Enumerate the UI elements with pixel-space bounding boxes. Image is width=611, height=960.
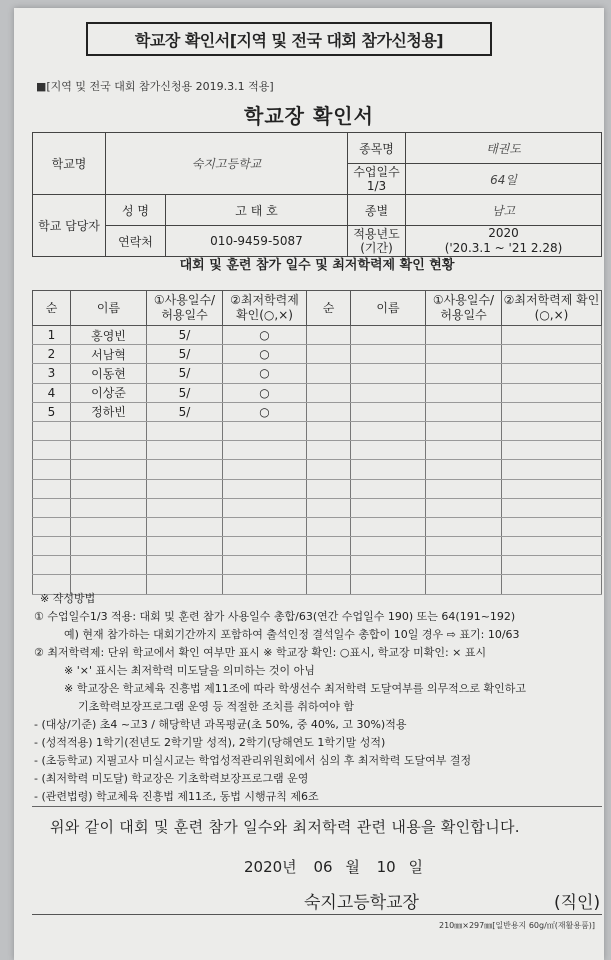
academic-check: ○ bbox=[223, 402, 307, 421]
student-name: 홍영빈 bbox=[71, 326, 147, 345]
row-number: 5 bbox=[33, 402, 71, 421]
student-name-2 bbox=[351, 498, 426, 517]
row-number-2 bbox=[307, 441, 351, 460]
row-number bbox=[33, 441, 71, 460]
note-1: ① 수업일수1/3 적용: 대회 및 훈련 참가 사용일수 총합/63(연간 수업일수 190) 또는 64(191~192) bbox=[34, 610, 516, 623]
date-month-unit: 월 bbox=[345, 858, 360, 876]
student-name: 이동현 bbox=[71, 364, 147, 383]
academic-check-2 bbox=[502, 517, 602, 536]
student-name bbox=[71, 556, 147, 575]
table-row bbox=[33, 345, 602, 364]
academic-check bbox=[223, 556, 307, 575]
col-header-check-2: ②최저학력제 확인(○,×) bbox=[502, 291, 602, 326]
academic-check bbox=[223, 498, 307, 517]
academic-check: ○ bbox=[223, 326, 307, 345]
academic-check-2 bbox=[502, 345, 602, 364]
table-row bbox=[33, 460, 602, 479]
name-label: 성 명 bbox=[106, 195, 166, 226]
academic-check-2 bbox=[502, 498, 602, 517]
student-name bbox=[71, 460, 147, 479]
days-used-2 bbox=[426, 479, 502, 498]
table-row bbox=[33, 498, 602, 517]
participation-table bbox=[32, 290, 602, 595]
row-number bbox=[33, 479, 71, 498]
table-row bbox=[33, 402, 602, 421]
sport-label: 종목명 bbox=[348, 133, 406, 164]
row-number-2 bbox=[307, 364, 351, 383]
row-number: 4 bbox=[33, 383, 71, 402]
date-day: 10 bbox=[376, 858, 396, 876]
col-header-days-2: ①사용일수/ 허용일수 bbox=[426, 291, 502, 326]
academic-check bbox=[223, 479, 307, 498]
student-name: 서남혁 bbox=[71, 345, 147, 364]
col-header-name-2: 이름 bbox=[351, 291, 426, 326]
period-label: 적용년도 (기간) bbox=[348, 226, 406, 257]
note-1-example: 예) 현재 참가하는 대회기간까지 포함하여 출석인정 결석일수 총합이 10일 경우 ⇨ 표기: 10/63 bbox=[64, 628, 520, 641]
row-number-2 bbox=[307, 479, 351, 498]
row-number-2 bbox=[307, 345, 351, 364]
academic-check: ○ bbox=[223, 364, 307, 383]
row-number-2 bbox=[307, 537, 351, 556]
academic-check-2 bbox=[502, 537, 602, 556]
days-used-2 bbox=[426, 383, 502, 402]
days-used-2 bbox=[426, 402, 502, 421]
academic-check-2 bbox=[502, 421, 602, 440]
row-number bbox=[33, 537, 71, 556]
academic-check bbox=[223, 421, 307, 440]
note-4: ※ 학교장은 학교체육 진흥법 제11조에 따라 학생선수 최저학력 도달여부를 의무적으로 확인하고 bbox=[64, 682, 526, 695]
student-name-2 bbox=[351, 537, 426, 556]
academic-check-2 bbox=[502, 479, 602, 498]
writing-instructions bbox=[34, 590, 600, 806]
table-row bbox=[33, 326, 602, 345]
student-name: 이상준 bbox=[71, 383, 147, 402]
note-5: - (대상/기준) 초4 ~고3 / 해당학년 과목평균(초 50%, 중 40%, 고 30%)적용 bbox=[34, 718, 407, 731]
student-name-2 bbox=[351, 421, 426, 440]
participation-table-body bbox=[33, 326, 602, 595]
school-name-value: 숙지고등학교 bbox=[106, 133, 348, 195]
confirmation-statement: 위와 같이 대회 및 훈련 참가 일수와 최저학력 관련 내용을 확인합니다. bbox=[50, 818, 520, 836]
student-name bbox=[71, 517, 147, 536]
academic-check-2 bbox=[502, 402, 602, 421]
student-name-2 bbox=[351, 517, 426, 536]
row-number-2 bbox=[307, 421, 351, 440]
student-name-2 bbox=[351, 441, 426, 460]
student-name-2 bbox=[351, 326, 426, 345]
days-used: 5/ bbox=[147, 345, 223, 364]
participation-status-title: 대회 및 훈련 참가 일수 및 최저학력제 확인 현황 bbox=[179, 258, 455, 273]
date-day-unit: 일 bbox=[408, 858, 423, 876]
days-used: 5/ bbox=[147, 383, 223, 402]
days-used-2 bbox=[426, 441, 502, 460]
row-number bbox=[33, 421, 71, 440]
student-name: 정하빈 bbox=[71, 402, 147, 421]
academic-check-2 bbox=[502, 441, 602, 460]
row-number: 2 bbox=[33, 345, 71, 364]
days-used bbox=[147, 460, 223, 479]
days-used bbox=[147, 479, 223, 498]
academic-check: ○ bbox=[223, 383, 307, 402]
days-used bbox=[147, 517, 223, 536]
table-row bbox=[33, 556, 602, 575]
student-name-2 bbox=[351, 383, 426, 402]
row-number-2 bbox=[307, 460, 351, 479]
document-header-box: 학교장 확인서[지역 및 전국 대회 참가신청용] bbox=[86, 22, 492, 56]
student-name bbox=[71, 421, 147, 440]
student-name bbox=[71, 479, 147, 498]
row-number bbox=[33, 517, 71, 536]
academic-check bbox=[223, 517, 307, 536]
days-used-2 bbox=[426, 421, 502, 440]
days-used-2 bbox=[426, 345, 502, 364]
days-used-2 bbox=[426, 556, 502, 575]
academic-check: ○ bbox=[223, 345, 307, 364]
school-info-table bbox=[32, 132, 602, 257]
days-used-2 bbox=[426, 537, 502, 556]
row-number-2 bbox=[307, 517, 351, 536]
col-header-no-2: 순 bbox=[307, 291, 351, 326]
period-year: 2020 bbox=[488, 226, 519, 240]
notes-heading: ※ 작성방법 bbox=[40, 592, 96, 605]
days-used bbox=[147, 537, 223, 556]
days-used-2 bbox=[426, 460, 502, 479]
student-name-2 bbox=[351, 460, 426, 479]
issue-date bbox=[244, 856, 423, 877]
row-number bbox=[33, 460, 71, 479]
class-days-value: 64일 bbox=[406, 164, 602, 195]
table-row bbox=[33, 479, 602, 498]
note-3: ※ '×' 표시는 최저학력 미도달을 의미하는 것이 아님 bbox=[64, 664, 315, 677]
row-number-2 bbox=[307, 556, 351, 575]
note-7: - (초등학교) 지필고사 미실시교는 학업성적관리위원회에서 심의 후 최저학력 도달여부 결정 bbox=[34, 754, 472, 767]
days-used bbox=[147, 441, 223, 460]
table-row bbox=[33, 383, 602, 402]
footer-divider bbox=[32, 914, 602, 915]
divider bbox=[32, 806, 602, 807]
row-number: 3 bbox=[33, 364, 71, 383]
days-used-2 bbox=[426, 364, 502, 383]
row-number: 1 bbox=[33, 326, 71, 345]
note-6: - (성적적용) 1학기(전년도 2학기말 성적), 2학기(당해연도 1학기말 성적) bbox=[34, 736, 386, 749]
class-days-label: 수업일수 1/3 bbox=[348, 164, 406, 195]
student-name bbox=[71, 498, 147, 517]
principal-signature-name: 숙지고등학교장 bbox=[304, 893, 419, 913]
academic-check bbox=[223, 460, 307, 479]
note-2: ② 최저학력제: 단위 학교에서 확인 여부만 표시 ※ 학교장 확인: ○표시, 학교장 미확인: × 표시 bbox=[34, 646, 487, 659]
date-year: 2020년 bbox=[244, 858, 297, 876]
phone-value: 010-9459-5087 bbox=[166, 226, 348, 257]
student-name bbox=[71, 537, 147, 556]
col-header-no: 순 bbox=[33, 291, 71, 326]
days-used: 5/ bbox=[147, 364, 223, 383]
student-name-2 bbox=[351, 479, 426, 498]
days-used-2 bbox=[426, 326, 502, 345]
page-title: 학교장 확인서 bbox=[244, 104, 374, 128]
student-name-2 bbox=[351, 345, 426, 364]
days-used bbox=[147, 498, 223, 517]
row-number-2 bbox=[307, 402, 351, 421]
days-used: 5/ bbox=[147, 402, 223, 421]
days-used-2 bbox=[426, 517, 502, 536]
form-subtitle: ■[지역 및 전국 대회 참가신청용 2019.3.1 적용] bbox=[36, 80, 274, 93]
table-row bbox=[33, 517, 602, 536]
col-header-days: ①사용일수/ 허용일수 bbox=[147, 291, 223, 326]
period-value bbox=[406, 226, 602, 257]
table-row bbox=[33, 537, 602, 556]
note-4-cont: 기초학력보장프로그램 운영 등 적절한 조치를 취하여야 함 bbox=[78, 700, 355, 713]
academic-check bbox=[223, 537, 307, 556]
row-number-2 bbox=[307, 383, 351, 402]
academic-check-2 bbox=[502, 326, 602, 345]
academic-check bbox=[223, 441, 307, 460]
note-9: - (관련법령) 학교체육 진흥법 제11조, 동법 시행규칙 제6조 bbox=[34, 790, 319, 803]
col-header-name: 이름 bbox=[71, 291, 147, 326]
academic-check-2 bbox=[502, 364, 602, 383]
gender-value: 남고 bbox=[406, 195, 602, 226]
academic-check-2 bbox=[502, 383, 602, 402]
student-name bbox=[71, 441, 147, 460]
academic-check-2 bbox=[502, 460, 602, 479]
academic-check-2 bbox=[502, 556, 602, 575]
gender-label: 종별 bbox=[348, 195, 406, 226]
days-used-2 bbox=[426, 498, 502, 517]
row-number-2 bbox=[307, 498, 351, 517]
col-header-check: ②최저학력제 확인(○,×) bbox=[223, 291, 307, 326]
days-used bbox=[147, 556, 223, 575]
phone-label: 연락처 bbox=[106, 226, 166, 257]
row-number-2 bbox=[307, 326, 351, 345]
note-8: - (최저학력 미도달) 학교장은 기초학력보장프로그램 운영 bbox=[34, 772, 309, 785]
row-number bbox=[33, 498, 71, 517]
contact-person-label: 학교 담당자 bbox=[33, 195, 106, 257]
table-row bbox=[33, 364, 602, 383]
period-range: ('20.3.1 ~ '21 2.28) bbox=[444, 241, 563, 255]
row-number bbox=[33, 556, 71, 575]
school-name-label: 학교명 bbox=[33, 133, 106, 195]
days-used: 5/ bbox=[147, 326, 223, 345]
table-row bbox=[33, 421, 602, 440]
table-row bbox=[33, 441, 602, 460]
name-value: 고 태 호 bbox=[166, 195, 348, 226]
paper-spec-footer: 210㎜×297㎜[일반용지 60g/㎡(재활용품)] bbox=[439, 921, 596, 930]
official-seal-label: (직인) bbox=[554, 893, 601, 913]
student-name-2 bbox=[351, 364, 426, 383]
date-month: 06 bbox=[313, 858, 333, 876]
sport-value: 태권도 bbox=[406, 133, 602, 164]
student-name-2 bbox=[351, 556, 426, 575]
document-page bbox=[14, 8, 604, 960]
student-name-2 bbox=[351, 402, 426, 421]
days-used bbox=[147, 421, 223, 440]
